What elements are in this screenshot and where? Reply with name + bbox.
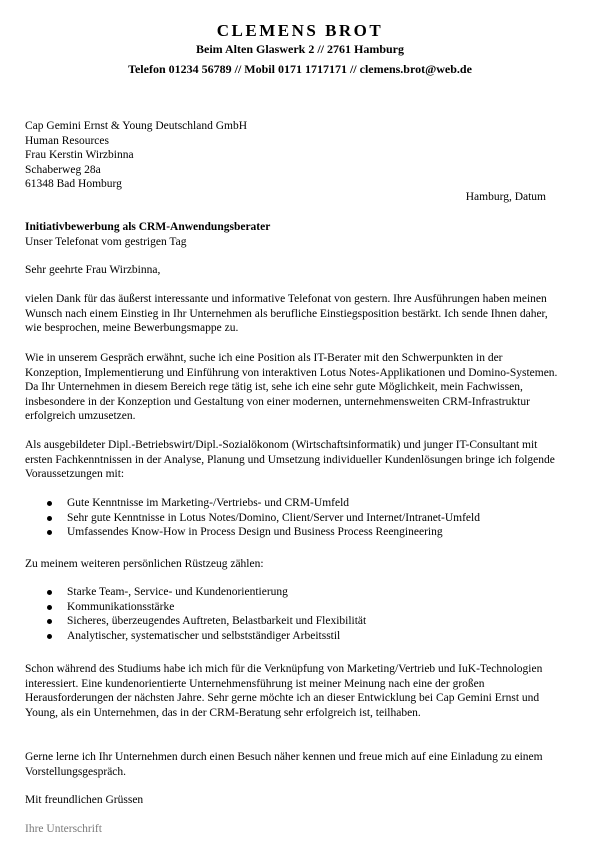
bullet-icon [47, 605, 52, 610]
paragraph: Zu meinem weiteren persönlichen Rüstzeug zählen: [25, 558, 264, 570]
list-item-text: Kommunikationsstärke [67, 600, 175, 613]
recipient-city: 61348 Bad Homburg [25, 178, 122, 190]
paragraph: Schon während des Studiums habe ich mich für die Verknüpfung von Marketing/Vertrieb und IuK-Technologien interessiert. Eine kundenorientierte Unternehmensführung ist meiner Meinung nach eine der großen Herausforderungen der nächsten Jahre. Sehr gerne möchte ich an dieser Entwicklung bei Cap Gemini Ernst und Young, als ein Unternehmen, das in der CRM-Beratung sehr erfolgreich ist, teilhaben. [25, 663, 543, 719]
paragraph: Wie in unserem Gespräch erwähnt, suche ich eine Position als IT-Berater mit den Schwerpunkten in der Konzeption, Implementierung und Einführung von interaktiven Lotus Notes-Applikationen und Domino-Systemen. Da Ihr Unternehmen in diesem Bereich rege tätig ist, sehe ich eine sehr gute Möglichkeit, mein Fachwissen, insbesondere in der Konzeption und Gestaltung von einer modernen, unternehmensweiten CRM-Infrastruktur erfolgreich umzusetzen. [25, 352, 558, 422]
list-item-text: Sicheres, überzeugendes Auftreten, Belastbarkeit und Flexibilität [67, 615, 367, 627]
list-item [25, 585, 585, 600]
salutation: Sehr geehrte Frau Wirzbinna, [25, 264, 161, 276]
signature: Ihre Unterschrift [25, 823, 102, 835]
closing: Mit freundlichen Grüssen [25, 794, 144, 806]
skills-list [25, 585, 585, 643]
sender-contact: Telefon 01234 56789 // Mobil 0171 1717171 // clemens.brot@web.de [128, 62, 472, 76]
paragraph: Als ausgebildeter Dipl.-Betriebswirt/Dipl.-Sozialökonom (Wirtschaftsinformatik) und junger IT-Consultant mit ersten Fachkenntnissen in der Analyse, Planung und Umsetzung individueller Kundenlösungen bringe ich folgende Voraussetzungen mit: [25, 439, 555, 480]
recipient-street: Schaberweg 28a [25, 163, 101, 176]
subject-title: Initiativbewerbung als CRM-Anwendungsberater [25, 221, 271, 233]
list-item-text: Analytischer, systematischer und selbstständiger Arbeitsstil [67, 629, 341, 642]
list-item [25, 629, 585, 644]
list-item-text: Sehr gute Kenntnisse in Lotus Notes/Domino, Client/Server und Internet/Intranet-Umfeld [67, 511, 480, 524]
bullet-icon [47, 619, 52, 624]
paragraph: Gerne lerne ich Ihr Unternehmen durch einen Besuch näher kennen und freue mich auf eine Einladung zu einem Vorstellungsgespräch. [25, 751, 543, 778]
subject-reference: Unser Telefonat vom gestrigen Tag [25, 235, 187, 248]
place-date: Hamburg, Datum [465, 191, 546, 203]
bullet-icon [47, 516, 52, 521]
bullet-icon [47, 530, 52, 535]
list-item [25, 525, 585, 540]
subject-block [25, 220, 585, 249]
list-item [25, 614, 585, 629]
paragraph: vielen Dank für das äußerst interessante und informative Telefonat von gestern. Ihre Ausführungen haben meinen Wunsch nach einem Einstieg in Ihr Unternehmen als berufliche Einstiegsposition bestärkt. Ich sende Ihnen daher, wie besprochen, meine Bewerbungsmappe zu. [25, 293, 548, 334]
list-item-text: Gute Kenntnisse im Marketing-/Vertriebs- und CRM-Umfeld [67, 497, 350, 509]
list-item-text: Umfassendes Know-How in Process Design und Business Process Reengineering [67, 526, 443, 538]
bullet-icon [47, 634, 52, 639]
recipient-company: Cap Gemini Ernst & Young Deutschland GmbH [25, 120, 248, 132]
sender-name: CLEMENS BROT [216, 21, 384, 40]
qualification-list [25, 496, 585, 540]
recipient-person: Frau Kerstin Wirzbinna [25, 149, 134, 161]
list-item [25, 496, 585, 511]
list-item-text: Starke Team-, Service- und Kundenorientierung [67, 586, 288, 598]
sender-address: Beim Alten Glaswerk 2 // 2761 Hamburg [196, 42, 404, 56]
recipient-department: Human Resources [25, 134, 109, 147]
list-item [25, 511, 585, 526]
bullet-icon [47, 590, 52, 595]
recipient-block [25, 119, 585, 192]
bullet-icon [47, 501, 52, 506]
list-item [25, 600, 585, 615]
